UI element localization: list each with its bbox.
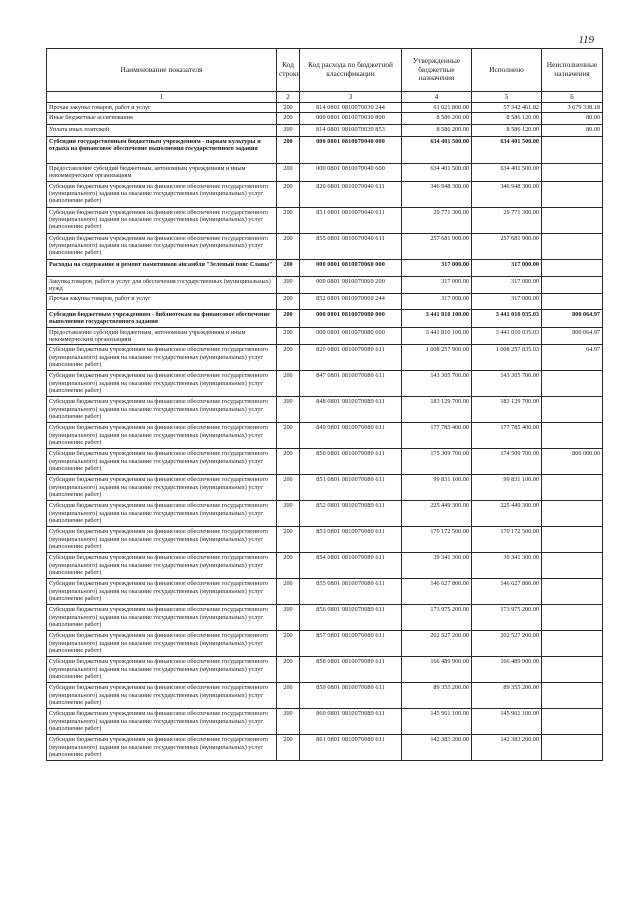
row-name: Закупка товаров, работ и услуг для обеспечения государственных (муниципальных) нужд xyxy=(47,276,277,293)
row-expense-code: 855 0801 0810070040 611 xyxy=(300,233,402,259)
row-executed-amount: 174 509 700.00 xyxy=(472,449,542,475)
row-line-code: 200 xyxy=(277,103,300,113)
row-name: Субсидии бюджетным учреждениям на финансовое обеспечение государственного (муниципального) задания на оказание государственных (муниципальных) услуг (выполнение работ) xyxy=(47,207,277,233)
row-line-code: 200 xyxy=(277,631,300,657)
row-approved-amount: 89 355 200.00 xyxy=(402,683,472,709)
row-unexecuted-amount xyxy=(542,475,603,501)
row-expense-code: 854 0801 0810070080 611 xyxy=(300,553,402,579)
row-unexecuted-amount: 80.00 xyxy=(542,125,603,137)
column-number: 4 xyxy=(402,92,472,103)
row-expense-code: 000 0801 0810070080 000 xyxy=(300,310,402,328)
row-line-code: 200 xyxy=(277,683,300,709)
row-approved-amount: 3 441 810 100.00 xyxy=(402,310,472,328)
row-line-code: 200 xyxy=(277,371,300,397)
header-line-code: Код строки xyxy=(277,49,300,92)
row-approved-amount: 3 441 810 100.00 xyxy=(402,328,472,345)
row-line-code: 200 xyxy=(277,137,300,164)
row-name: Субсидии бюджетным учреждениям на финансовое обеспечение государственного (муниципального) задания на оказание государственных (муниципальных) услуг (выполнение работ) xyxy=(47,605,277,631)
header-name: Наименование показателя xyxy=(47,49,277,92)
row-expense-code: 000 0801 0810070080 600 xyxy=(300,328,402,345)
row-executed-amount: 142 383 200.00 xyxy=(472,735,542,761)
row-name: Субсидии бюджетным учреждениям на финансовое обеспечение государственного (муниципального) задания на оказание государственных (муниципальных) услуг (выполнение работ) xyxy=(47,371,277,397)
row-executed-amount: 634 401 500.00 xyxy=(472,137,542,164)
row-expense-code: 852 0801 0810070080 611 xyxy=(300,501,402,527)
row-name: Субсидии бюджетным учреждениям на финансовое обеспечение государственного (муниципального) задания на оказание государственных (муниципальных) услуг (выполнение работ) xyxy=(47,709,277,735)
row-name: Субсидии бюджетным учреждениям на финансовое обеспечение государственного (муниципального) задания на оказание государственных (муниципальных) услуг (выполнение работ) xyxy=(47,579,277,605)
table-row xyxy=(47,181,603,207)
row-executed-amount: 3 441 010 035.03 xyxy=(472,328,542,345)
row-executed-amount: 1 008 257 835.03 xyxy=(472,345,542,371)
row-approved-amount: 8 586 200.00 xyxy=(402,113,472,125)
row-executed-amount: 346 948 300.00 xyxy=(472,181,542,207)
row-line-code: 200 xyxy=(277,125,300,137)
row-expense-code: 000 0801 0810070060 200 xyxy=(300,276,402,293)
row-approved-amount: 142 383 200.00 xyxy=(402,735,472,761)
table-row xyxy=(47,397,603,423)
row-unexecuted-amount xyxy=(542,207,603,233)
table-row xyxy=(47,631,603,657)
row-approved-amount: 317 000.00 xyxy=(402,259,472,276)
row-name: Субсидии бюджетным учреждениям на финансовое обеспечение государственного (муниципального) задания на оказание государственных (муниципальных) услуг (выполнение работ) xyxy=(47,181,277,207)
row-line-code: 200 xyxy=(277,475,300,501)
row-line-code: 200 xyxy=(277,328,300,345)
column-number: 2 xyxy=(277,92,300,103)
row-unexecuted-amount xyxy=(542,294,603,310)
table-row xyxy=(47,735,603,761)
row-line-code: 200 xyxy=(277,207,300,233)
row-line-code: 200 xyxy=(277,709,300,735)
row-expense-code: 857 0801 0810070080 611 xyxy=(300,631,402,657)
row-executed-amount: 57 342 461.82 xyxy=(472,103,542,113)
row-name: Субсидии бюджетным учреждениям на финансовое обеспечение государственного (муниципального) задания на оказание государственных (муниципальных) услуг (выполнение работ) xyxy=(47,735,277,761)
row-unexecuted-amount xyxy=(542,605,603,631)
row-approved-amount: 99 831 100.00 xyxy=(402,475,472,501)
table-row xyxy=(47,527,603,553)
row-name: Субсидии бюджетным учреждениям на финансовое обеспечение государственного (муниципального) задания на оказание государственных (муниципальных) услуг (выполнение работ) xyxy=(47,501,277,527)
row-executed-amount: 257 681 900.00 xyxy=(472,233,542,259)
row-executed-amount: 145 961 100.00 xyxy=(472,709,542,735)
row-unexecuted-amount xyxy=(542,527,603,553)
row-expense-code: 000 0801 0810070060 000 xyxy=(300,259,402,276)
row-executed-amount: 317 000.00 xyxy=(472,259,542,276)
row-name: Субсидии бюджетным учреждениям на финансовое обеспечение государственного (муниципального) задания на оказание государственных (муниципальных) услуг (выполнение работ) xyxy=(47,397,277,423)
table-row xyxy=(47,276,603,293)
row-executed-amount: 8 586 120.00 xyxy=(472,125,542,137)
table-row xyxy=(47,553,603,579)
row-line-code: 200 xyxy=(277,181,300,207)
row-line-code: 200 xyxy=(277,657,300,683)
table-row xyxy=(47,294,603,310)
row-approved-amount: 145 961 100.00 xyxy=(402,709,472,735)
row-unexecuted-amount: 800 064.97 xyxy=(542,328,603,345)
row-approved-amount: 175 309 700.00 xyxy=(402,449,472,475)
row-unexecuted-amount xyxy=(542,683,603,709)
row-executed-amount: 166 489 900.00 xyxy=(472,657,542,683)
table-row xyxy=(47,683,603,709)
row-name: Субсидии бюджетным учреждениям на финансовое обеспечение государственного (муниципального) задания на оказание государственных (муниципальных) услуг (выполнение работ) xyxy=(47,553,277,579)
row-unexecuted-amount xyxy=(542,137,603,164)
row-expense-code: 820 0801 0810070040 611 xyxy=(300,181,402,207)
row-expense-code: 852 0801 0810070060 244 xyxy=(300,294,402,310)
row-name: Субсидии бюджетным учреждениям на финансовое обеспечение государственного (муниципального) задания на оказание государственных (муниципальных) услуг (выполнение работ) xyxy=(47,683,277,709)
row-approved-amount: 634 401 500.00 xyxy=(402,164,472,181)
row-name: Субсидии бюджетным учреждениям на финансовое обеспечение государственного (муниципального) задания на оказание государственных (муниципальных) услуг (выполнение работ) xyxy=(47,233,277,259)
row-unexecuted-amount xyxy=(542,631,603,657)
table-row xyxy=(47,709,603,735)
row-name: Субсидии бюджетным учреждениям на финансовое обеспечение государственного (муниципального) задания на оказание государственных (муниципальных) услуг (выполнение работ) xyxy=(47,345,277,371)
row-executed-amount: 3 441 010 035.03 xyxy=(472,310,542,328)
row-unexecuted-amount: 3 679 338.18 xyxy=(542,103,603,113)
row-unexecuted-amount xyxy=(542,735,603,761)
row-name: Субсидии бюджетным учреждениям на финансовое обеспечение государственного (муниципального) задания на оказание государственных (муниципальных) услуг (выполнение работ) xyxy=(47,657,277,683)
row-name: Субсидии бюджетным учреждениям на финансовое обеспечение государственного (муниципального) задания на оказание государственных (муниципальных) услуг (выполнение работ) xyxy=(47,449,277,475)
row-executed-amount: 8 586 120.00 xyxy=(472,113,542,125)
row-approved-amount: 177 785 400.00 xyxy=(402,423,472,449)
row-approved-amount: 317 000.00 xyxy=(402,276,472,293)
row-expense-code: 855 0801 0810070080 611 xyxy=(300,579,402,605)
row-line-code: 200 xyxy=(277,276,300,293)
row-approved-amount: 202 527 200.00 xyxy=(402,631,472,657)
row-line-code: 200 xyxy=(277,423,300,449)
row-name: Расходы на содержание и ремонт памятников ансамбля "Зеленый пояс Славы" xyxy=(47,259,277,276)
row-unexecuted-amount xyxy=(542,501,603,527)
row-name: Субсидии бюджетным учреждениям на финансовое обеспечение государственного (муниципального) задания на оказание государственных (муниципальных) услуг (выполнение работ) xyxy=(47,631,277,657)
row-expense-code: 850 0801 0810070080 611 xyxy=(300,449,402,475)
row-expense-code: 000 0801 0810070030 800 xyxy=(300,113,402,125)
row-name: Субсидии бюджетным учреждениям на финансовое обеспечение государственного (муниципального) задания на оказание государственных (муниципальных) услуг (выполнение работ) xyxy=(47,475,277,501)
row-expense-code: 814 0801 0810070030 244 xyxy=(300,103,402,113)
row-executed-amount: 317 000.00 xyxy=(472,276,542,293)
row-approved-amount: 183 129 700.00 xyxy=(402,397,472,423)
row-name: Субсидии государственным бюджетным учреждениям - паркам культуры и отдыха на финансовое обеспечение выполнения государственного задания xyxy=(47,137,277,164)
row-name: Субсидии бюджетным учреждениям - библиотекам на финансовое обеспечение выполнения государственного задания xyxy=(47,310,277,328)
row-executed-amount: 183 129 700.00 xyxy=(472,397,542,423)
row-unexecuted-amount: 80.00 xyxy=(542,113,603,125)
table-row xyxy=(47,579,603,605)
row-line-code: 200 xyxy=(277,294,300,310)
row-name: Прочая закупка товаров, работ и услуг xyxy=(47,103,277,113)
row-name: Иные бюджетные ассигнования xyxy=(47,113,277,125)
row-approved-amount: 8 586 200.00 xyxy=(402,125,472,137)
row-expense-code: 000 0801 0810070040 000 xyxy=(300,137,402,164)
row-executed-amount: 173 975 200.00 xyxy=(472,605,542,631)
row-approved-amount: 166 489 900.00 xyxy=(402,657,472,683)
row-line-code: 200 xyxy=(277,310,300,328)
table-row xyxy=(47,103,603,113)
row-unexecuted-amount: 800 064.97 xyxy=(542,310,603,328)
row-unexecuted-amount: 64.97 xyxy=(542,345,603,371)
table-row xyxy=(47,345,603,371)
page-number: 119 xyxy=(578,34,594,46)
table-row xyxy=(47,501,603,527)
row-expense-code: 849 0801 0810070080 611 xyxy=(300,423,402,449)
row-name: Уплата иных платежей xyxy=(47,125,277,137)
header-executed: Исполнено xyxy=(472,49,542,92)
budget-execution-table xyxy=(46,48,603,761)
column-number: 1 xyxy=(47,92,277,103)
table-row xyxy=(47,125,603,137)
row-line-code: 200 xyxy=(277,579,300,605)
header-expense-code: Код расхода по бюджетной классификации xyxy=(300,49,402,92)
row-executed-amount: 225 449 300.00 xyxy=(472,501,542,527)
row-approved-amount: 346 948 300.00 xyxy=(402,181,472,207)
row-line-code: 200 xyxy=(277,605,300,631)
row-approved-amount: 634 401 500.00 xyxy=(402,137,472,164)
row-approved-amount: 170 172 500.00 xyxy=(402,527,472,553)
table-row xyxy=(47,605,603,631)
table-row xyxy=(47,475,603,501)
row-unexecuted-amount xyxy=(542,164,603,181)
row-executed-amount: 634 401 500.00 xyxy=(472,164,542,181)
row-line-code: 200 xyxy=(277,527,300,553)
table-row xyxy=(47,113,603,125)
row-unexecuted-amount xyxy=(542,181,603,207)
row-approved-amount: 146 627 800.00 xyxy=(402,579,472,605)
header-approved: Утвержденные бюджетные назначения xyxy=(402,49,472,92)
row-unexecuted-amount xyxy=(542,397,603,423)
row-executed-amount: 317 000.00 xyxy=(472,294,542,310)
row-approved-amount: 61 021 800.00 xyxy=(402,103,472,113)
row-name: Субсидии бюджетным учреждениям на финансовое обеспечение государственного (муниципального) задания на оказание государственных (муниципальных) услуг (выполнение работ) xyxy=(47,423,277,449)
row-approved-amount: 225 449 300.00 xyxy=(402,501,472,527)
row-approved-amount: 39 341 300.00 xyxy=(402,553,472,579)
row-line-code: 200 xyxy=(277,501,300,527)
row-name: Предоставление субсидий бюджетным, автономным учреждениям и иным некоммерческим организациям xyxy=(47,164,277,181)
row-line-code: 200 xyxy=(277,449,300,475)
row-approved-amount: 143 305 700.00 xyxy=(402,371,472,397)
row-approved-amount: 317 000.00 xyxy=(402,294,472,310)
row-expense-code: 814 0801 0810070030 853 xyxy=(300,125,402,137)
column-number: 3 xyxy=(300,92,402,103)
row-unexecuted-amount xyxy=(542,259,603,276)
row-expense-code: 859 0801 0810070080 611 xyxy=(300,683,402,709)
row-approved-amount: 29 771 300.00 xyxy=(402,207,472,233)
row-name: Прочая закупка товаров, работ и услуг xyxy=(47,294,277,310)
row-expense-code: 853 0801 0810070080 611 xyxy=(300,527,402,553)
row-unexecuted-amount xyxy=(542,276,603,293)
row-executed-amount: 99 831 100.00 xyxy=(472,475,542,501)
row-unexecuted-amount xyxy=(542,233,603,259)
row-expense-code: 851 0801 0810070040 611 xyxy=(300,207,402,233)
table-row xyxy=(47,164,603,181)
row-expense-code: 000 0801 0810070040 600 xyxy=(300,164,402,181)
row-unexecuted-amount xyxy=(542,579,603,605)
row-line-code: 200 xyxy=(277,113,300,125)
row-line-code: 200 xyxy=(277,233,300,259)
row-line-code: 200 xyxy=(277,259,300,276)
table-row xyxy=(47,657,603,683)
row-name: Субсидии бюджетным учреждениям на финансовое обеспечение государственного (муниципального) задания на оказание государственных (муниципальных) услуг (выполнение работ) xyxy=(47,527,277,553)
row-executed-amount: 39 341 300.00 xyxy=(472,553,542,579)
row-expense-code: 848 0801 0810070080 611 xyxy=(300,397,402,423)
row-executed-amount: 202 527 200.00 xyxy=(472,631,542,657)
table-row xyxy=(47,449,603,475)
row-executed-amount: 170 172 500.00 xyxy=(472,527,542,553)
row-line-code: 200 xyxy=(277,164,300,181)
row-executed-amount: 146 627 800.00 xyxy=(472,579,542,605)
column-number: 5 xyxy=(472,92,542,103)
table-header-row xyxy=(47,49,603,92)
column-numbers-row xyxy=(47,92,603,103)
table-row xyxy=(47,259,603,276)
row-line-code: 200 xyxy=(277,553,300,579)
row-executed-amount: 177 785 400.00 xyxy=(472,423,542,449)
header-unexecuted: Неисполненные назначения xyxy=(542,49,603,92)
table-row xyxy=(47,310,603,328)
row-unexecuted-amount xyxy=(542,709,603,735)
table-row xyxy=(47,207,603,233)
row-expense-code: 851 0801 0810070080 611 xyxy=(300,475,402,501)
row-expense-code: 860 0801 0810070080 611 xyxy=(300,709,402,735)
row-expense-code: 861 0801 0810070080 611 xyxy=(300,735,402,761)
row-line-code: 200 xyxy=(277,345,300,371)
row-approved-amount: 1 008 257 900.00 xyxy=(402,345,472,371)
row-executed-amount: 29 771 300.00 xyxy=(472,207,542,233)
row-approved-amount: 173 975 200.00 xyxy=(402,605,472,631)
row-expense-code: 856 0801 0810070080 611 xyxy=(300,605,402,631)
row-unexecuted-amount xyxy=(542,371,603,397)
row-unexecuted-amount xyxy=(542,553,603,579)
row-expense-code: 858 0801 0810070080 611 xyxy=(300,657,402,683)
row-executed-amount: 143 305 700.00 xyxy=(472,371,542,397)
row-line-code: 200 xyxy=(277,735,300,761)
row-executed-amount: 89 355 200.00 xyxy=(472,683,542,709)
row-approved-amount: 257 681 900.00 xyxy=(402,233,472,259)
row-unexecuted-amount xyxy=(542,657,603,683)
row-unexecuted-amount: 800 000.00 xyxy=(542,449,603,475)
row-unexecuted-amount xyxy=(542,423,603,449)
table-row xyxy=(47,137,603,164)
table-row xyxy=(47,328,603,345)
row-expense-code: 820 0801 0810070080 611 xyxy=(300,345,402,371)
row-name: Предоставление субсидий бюджетным, автономным учреждениям и иным некоммерческим организациям xyxy=(47,328,277,345)
row-expense-code: 847 0801 0810070080 611 xyxy=(300,371,402,397)
table-row xyxy=(47,371,603,397)
table-row xyxy=(47,423,603,449)
column-number: 6 xyxy=(542,92,603,103)
table-row xyxy=(47,233,603,259)
row-line-code: 200 xyxy=(277,397,300,423)
